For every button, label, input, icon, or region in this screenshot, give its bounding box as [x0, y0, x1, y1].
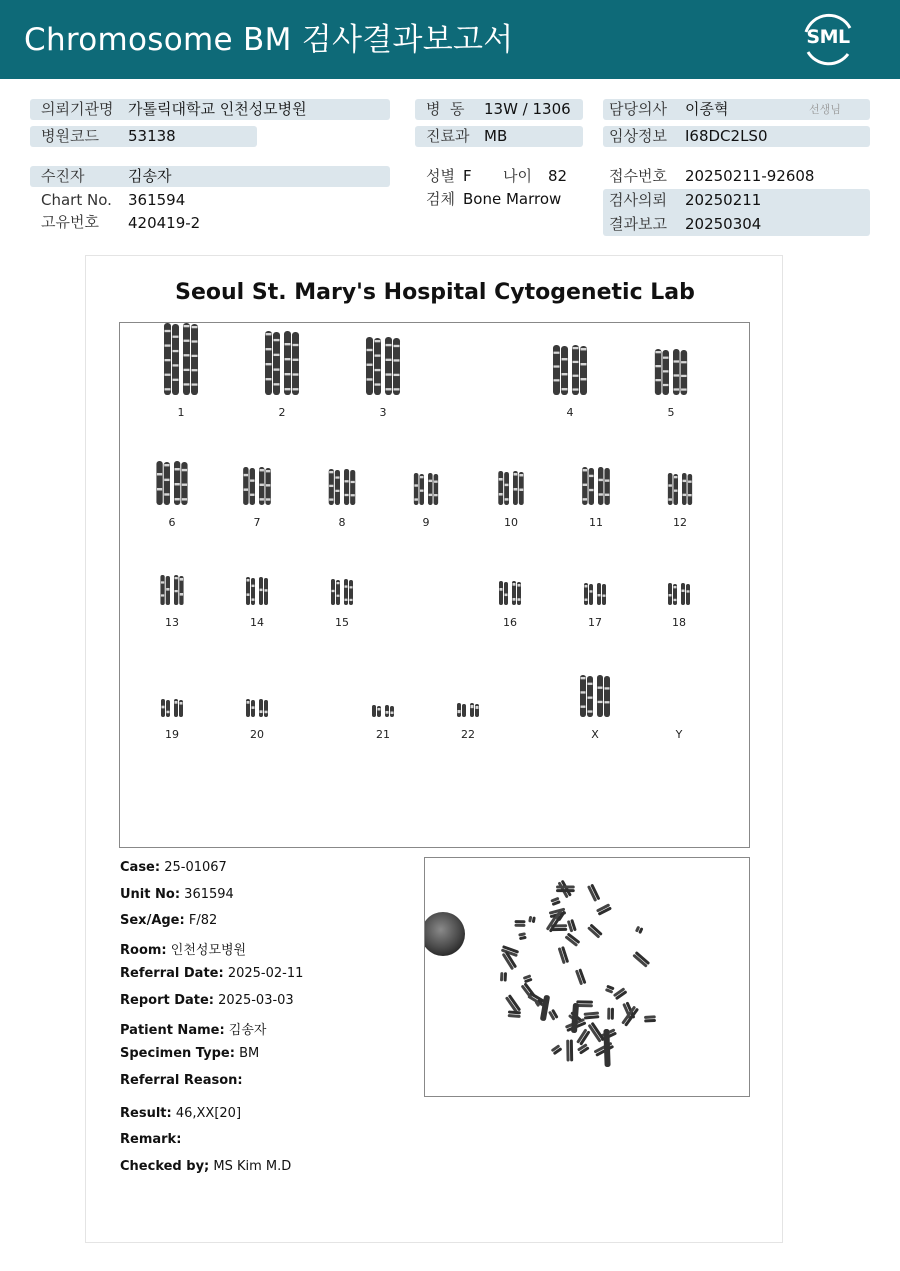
request-date-value: 20250211 [685, 191, 762, 209]
chromosome-image-9 [396, 433, 456, 509]
result-line [120, 1106, 241, 1121]
room-line [120, 939, 246, 958]
receipt-no-label: 접수번호 [609, 167, 667, 185]
chromosome-label-1: 1 [177, 406, 185, 419]
chromosome-image-1 [151, 323, 211, 399]
chromosome-label-19: 19 [165, 728, 179, 741]
chromosome-pair-17 [565, 533, 625, 629]
chromosome-image-Y [649, 645, 709, 721]
remark-line [120, 1132, 181, 1147]
metaphase-chromosome [566, 1039, 573, 1061]
report-header [0, 0, 900, 79]
chromosome-pair-11 [566, 433, 626, 529]
chromosome-pair-X [565, 645, 625, 741]
doctor-suffix: 선생님 [809, 103, 841, 116]
chromosome-pair-1 [151, 323, 211, 419]
chromosome-label-15: 15 [335, 616, 349, 629]
chromosome-pair-19 [142, 645, 202, 741]
chromosome-image-10 [481, 433, 541, 509]
referral-reason-line [120, 1073, 243, 1088]
chromosome-label-Y: Y [675, 728, 683, 741]
chromosome-pair-4 [540, 323, 600, 419]
institution-label: 의뢰기관명 [41, 100, 114, 118]
chromosome-pair-22 [438, 645, 498, 741]
cytogenetic-report [85, 255, 783, 1243]
chromosome-image-5 [641, 323, 701, 399]
sex-label: 성별 [426, 167, 455, 185]
chromosome-label-2: 2 [278, 406, 286, 419]
metaphase-chromosome [558, 946, 570, 964]
metaphase-chromosome [558, 880, 572, 899]
metaphase-chromosome [508, 1010, 521, 1017]
chromosome-image-19 [142, 645, 202, 721]
patient-name-line [120, 1019, 266, 1038]
report-date-value: 20250304 [685, 215, 762, 233]
specimen-type-line [120, 1046, 259, 1061]
result-value: 46,XX[20] [175, 1106, 242, 1121]
chromosome-label-20: 20 [250, 728, 264, 741]
room-label: Room: [120, 943, 167, 958]
case-label: Case: [120, 860, 161, 875]
chromosome-image-11 [566, 433, 626, 509]
chromosome-label-22: 22 [461, 728, 475, 741]
metaphase-chromosome [584, 1012, 600, 1020]
metaphase-chromosome [644, 1015, 656, 1022]
metaphase-chromosome [605, 985, 615, 994]
hospital-code-label: 병원코드 [41, 127, 99, 145]
chromosome-pair-12 [650, 433, 710, 529]
chromosome-label-16: 16 [503, 616, 517, 629]
metaphase-chromosome [523, 974, 533, 983]
chromosome-image-20 [227, 645, 287, 721]
metaphase-chromosome [518, 932, 527, 940]
clinical-info-label: 임상정보 [609, 127, 667, 145]
chromosome-label-6: 6 [168, 516, 176, 529]
report-date-label-2: Report Date: [120, 993, 215, 1008]
chromosome-image-3 [353, 323, 413, 399]
receipt-no-value: 20250211-92608 [685, 167, 815, 185]
metaphase-chromosome [577, 1043, 590, 1054]
karyogram [119, 322, 750, 848]
chromosome-label-13: 13 [165, 616, 179, 629]
chromosome-label-4: 4 [566, 406, 574, 419]
chromosome-label-X: X [591, 728, 599, 741]
report-date-value-2: 2025-03-03 [218, 993, 294, 1008]
department-label: 진료과 [426, 127, 470, 145]
request-date-label: 검사의뢰 [609, 191, 667, 209]
institution-value: 가톨릭대학교 인천성모병원 [128, 100, 307, 118]
age-label: 나이 [503, 167, 532, 185]
remark-label: Remark: [120, 1132, 182, 1147]
metaphase-chromosome [564, 932, 580, 947]
metaphase-chromosome [528, 916, 536, 923]
chromosome-image-13 [142, 533, 202, 609]
lab-title: Seoul St. Mary's Hospital Cytogenetic Lab [175, 280, 695, 305]
chromosome-pair-6 [142, 433, 202, 529]
chromosome-pair-14 [227, 533, 287, 629]
chromosome-label-9: 9 [422, 516, 430, 529]
doctor-label: 담당의사 [609, 100, 667, 118]
metaphase-chromosome [596, 903, 612, 916]
metaphase-chromosome [587, 884, 600, 902]
metaphase-chromosome [551, 1044, 563, 1055]
doctor-value: 이종혁 [685, 100, 729, 118]
specimen-value: Bone Marrow [463, 190, 562, 208]
chromosome-image-6 [142, 433, 202, 509]
metaphase-chromosome [588, 1022, 605, 1043]
chromosome-pair-3 [353, 323, 413, 419]
case-line [120, 860, 227, 875]
metaphase-chromosome [607, 1008, 614, 1020]
room-value: 인천성모병원 [170, 943, 247, 958]
chromosome-pair-9 [396, 433, 456, 529]
result-label: Result: [120, 1106, 172, 1121]
chromosome-image-7 [227, 433, 287, 509]
sex-age-label: Sex/Age: [120, 913, 185, 928]
chromosome-image-2 [252, 323, 312, 399]
unique-no-value: 420419-2 [128, 214, 201, 232]
checked-by-label: Checked by; [120, 1159, 210, 1174]
chromosome-image-14 [227, 533, 287, 609]
metaphase-chromosome [594, 1042, 615, 1057]
metaphase-chromosome [571, 1003, 579, 1033]
chromosome-pair-Y [649, 645, 709, 741]
examinee-label: 수진자 [41, 167, 85, 185]
report-date-line [120, 993, 294, 1008]
chromosome-pair-8 [312, 433, 372, 529]
interphase-nucleus [425, 912, 465, 956]
chromosome-label-11: 11 [589, 516, 603, 529]
patient-name-label: Patient Name: [120, 1023, 225, 1038]
chromosome-label-12: 12 [673, 516, 687, 529]
chromosome-label-21: 21 [376, 728, 390, 741]
chromosome-pair-5 [641, 323, 701, 419]
specimen-type-value: BM [239, 1046, 260, 1061]
unit-no-line [120, 887, 234, 902]
metaphase-spread [425, 858, 750, 1097]
patient-name-value: 김송자 [228, 1023, 267, 1038]
specimen-label: 검체 [426, 190, 455, 208]
chromosome-image-16 [480, 533, 540, 609]
ward-label: 병 동 [426, 100, 465, 118]
hospital-code-value: 53138 [128, 127, 176, 145]
department-value: MB [484, 127, 508, 145]
chromosome-image-17 [565, 533, 625, 609]
report-title: Chromosome BM 검사결과보고서 [24, 22, 514, 58]
chromosome-pair-20 [227, 645, 287, 741]
chromosome-image-X [565, 645, 625, 721]
chromosome-label-7: 7 [253, 516, 261, 529]
age-value: 82 [548, 167, 568, 185]
chromosome-image-18 [649, 533, 709, 609]
chromosome-label-8: 8 [338, 516, 346, 529]
chromosome-pair-2 [252, 323, 312, 419]
ward-value: 13W / 1306 [484, 100, 571, 118]
chromosome-label-14: 14 [250, 616, 264, 629]
checked-by-value: MS Kim M.D [213, 1159, 292, 1174]
chromosome-pair-21 [353, 645, 413, 741]
chromosome-label-3: 3 [379, 406, 387, 419]
sex-value: F [463, 167, 472, 185]
chromosome-label-18: 18 [672, 616, 686, 629]
sex-age-line [120, 913, 217, 928]
metaphase-chromosome [500, 972, 507, 982]
sml-logo [798, 10, 858, 68]
unit-no-value: 361594 [184, 887, 234, 902]
chromosome-pair-13 [142, 533, 202, 629]
chromosome-pair-18 [649, 533, 709, 629]
logo-text: SML [806, 26, 850, 48]
checked-by-line [120, 1159, 291, 1174]
chromosome-image-22 [438, 645, 498, 721]
chromosome-pair-7 [227, 433, 287, 529]
unit-no-label: Unit No: [120, 887, 181, 902]
chromosome-label-5: 5 [667, 406, 675, 419]
chart-no-label: Chart No. [41, 191, 112, 209]
chromosome-image-12 [650, 433, 710, 509]
sex-age-value: F/82 [188, 913, 218, 928]
metaphase-chromosome [514, 920, 525, 927]
referral-date-value: 2025-02-11 [227, 966, 304, 981]
chromosome-pair-16 [480, 533, 540, 629]
chromosome-pair-10 [481, 433, 541, 529]
chart-no-value: 361594 [128, 191, 186, 209]
specimen-type-label: Specimen Type: [120, 1046, 235, 1061]
metaphase-chromosome [632, 951, 650, 968]
metaphase-chromosome [575, 968, 587, 985]
unique-no-label: 고유번호 [41, 213, 99, 231]
metaphase-chromosome [550, 897, 561, 906]
metaphase-image [424, 857, 750, 1097]
chromosome-pair-15 [312, 533, 372, 629]
metaphase-chromosome [587, 924, 603, 939]
chromosome-label-17: 17 [588, 616, 602, 629]
referral-date-line [120, 966, 303, 981]
metaphase-chromosome [635, 926, 644, 934]
metaphase-chromosome [576, 1028, 590, 1045]
chromosome-image-21 [353, 645, 413, 721]
clinical-info-value: I68DC2LS0 [685, 127, 768, 145]
examinee-value: 김송자 [128, 167, 172, 185]
case-value: 25-01067 [164, 860, 227, 875]
chromosome-image-4 [540, 323, 600, 399]
metaphase-chromosome [567, 919, 577, 933]
metaphase-chromosome [613, 987, 628, 1000]
chromosome-image-15 [312, 533, 372, 609]
metaphase-chromosome [548, 1009, 559, 1021]
chromosome-image-8 [312, 433, 372, 509]
referral-reason-label: Referral Reason: [120, 1073, 243, 1088]
metaphase-chromosome [505, 994, 521, 1013]
chromosome-label-10: 10 [504, 516, 518, 529]
referral-date-label: Referral Date: [120, 966, 224, 981]
report-date-label: 결과보고 [609, 215, 667, 233]
